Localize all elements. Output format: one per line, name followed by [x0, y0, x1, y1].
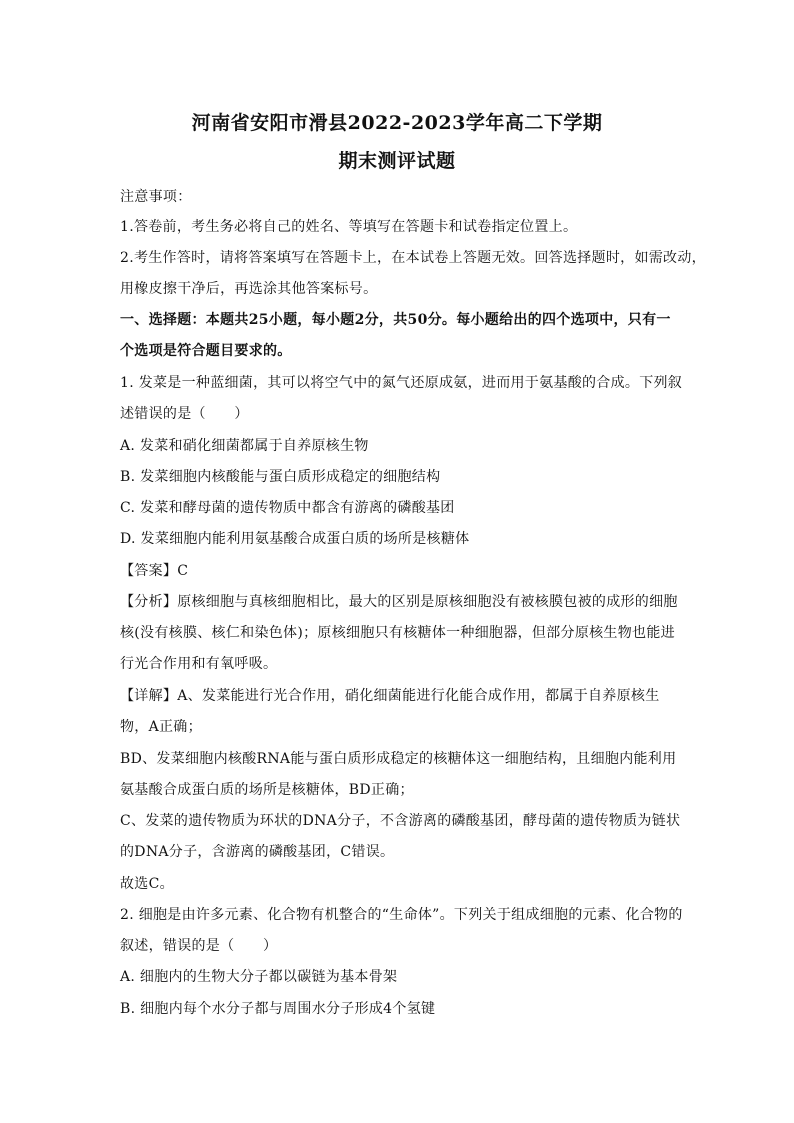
- q2-stem-line-1: 2. 细胞是由许多元素、化合物有机整合的“生命体”。下列关于组成细胞的元素、化合物的: [120, 907, 683, 923]
- q1-option-d: D. 发菜细胞内能利用氨基酸合成蛋白质的场所是核糖体: [120, 531, 470, 547]
- q2-option-b: B. 细胞内每个水分子都与周围水分子形成4个氢键: [120, 1001, 436, 1017]
- q1-analysis-line-1: 【分析】原核细胞与真核细胞相比，最大的区别是原核细胞没有被核膜包被的成形的细胞: [120, 594, 678, 610]
- q1-detail-line-5: C、发菜的遗传物质为环状的DNA分子，不含游离的磷酸基团，酵母菌的遗传物质为链状: [120, 813, 681, 829]
- q1-analysis-line-3: 行光合作用和有氧呼吸。: [120, 656, 278, 672]
- page-title: 河南省安阳市滑县2022-2023学年高二下学期: [191, 112, 603, 134]
- q2-option-a: A. 细胞内的生物大分子都以碳链为基本骨架: [120, 969, 398, 985]
- page-subtitle: 期末测评试题: [338, 150, 456, 172]
- q1-stem-line-1: 1. 发菜是一种蓝细菌，其可以将空气中的氮气还原成氨，进而用于氨基酸的合成。下列叙: [120, 375, 683, 391]
- q1-option-b: B. 发菜细胞内核酸能与蛋白质形成稳定的细胞结构: [120, 469, 441, 485]
- q1-conclusion: 故选C。: [120, 876, 174, 892]
- q1-option-a: A. 发菜和硝化细菌都属于自养原核生物: [120, 438, 369, 454]
- q1-detail-line-6: 的DNA分子，含游离的磷酸基团，C错误。: [120, 844, 395, 860]
- notice-heading: 注意事项：: [120, 189, 192, 205]
- q1-analysis-line-2: 核(没有核膜、核仁和染色体)；原核细胞只有核糖体一种细胞器，但部分原核生物也能进: [120, 625, 675, 641]
- q2-stem-line-2: 叙述，错误的是（ ）: [120, 938, 278, 954]
- section-heading-line-1: 一、选择题：本题共25小题，每小题2分，共50分。每小题给出的四个选项中，只有一: [120, 312, 671, 328]
- q1-detail-line-1: 【详解】A、发菜能进行光合作用，硝化细菌能进行化能合成作用，都属于自养原核生: [120, 688, 660, 704]
- notice-item-2-line-1: 2.考生作答时，请将答案填写在答题卡上，在本试卷上答题无效。回答选择题时，如需改动，: [120, 250, 706, 266]
- notice-item-1: 1.答卷前，考生务必将自己的姓名、等填写在答题卡和试卷指定位置上。: [120, 219, 578, 235]
- q1-stem-line-2: 述错误的是（ ）: [120, 406, 249, 422]
- q1-detail-line-2: 物，A正确；: [120, 719, 202, 735]
- q1-detail-line-4: 氨基酸合成蛋白质的场所是核糖体，BD正确；: [120, 782, 414, 798]
- q1-option-c: C. 发菜和酵母菌的遗传物质中都含有游离的磷酸基团: [120, 500, 455, 516]
- section-heading-line-2: 个选项是符合题目要求的。: [120, 343, 292, 359]
- notice-item-2-line-2: 用橡皮擦干净后，再选涂其他答案标号。: [120, 281, 378, 297]
- q1-detail-line-3: BD、发菜细胞内核酸RNA能与蛋白质形成稳定的核糖体这一细胞结构，且细胞内能利用: [120, 751, 677, 767]
- q1-answer: 【答案】C: [120, 563, 189, 579]
